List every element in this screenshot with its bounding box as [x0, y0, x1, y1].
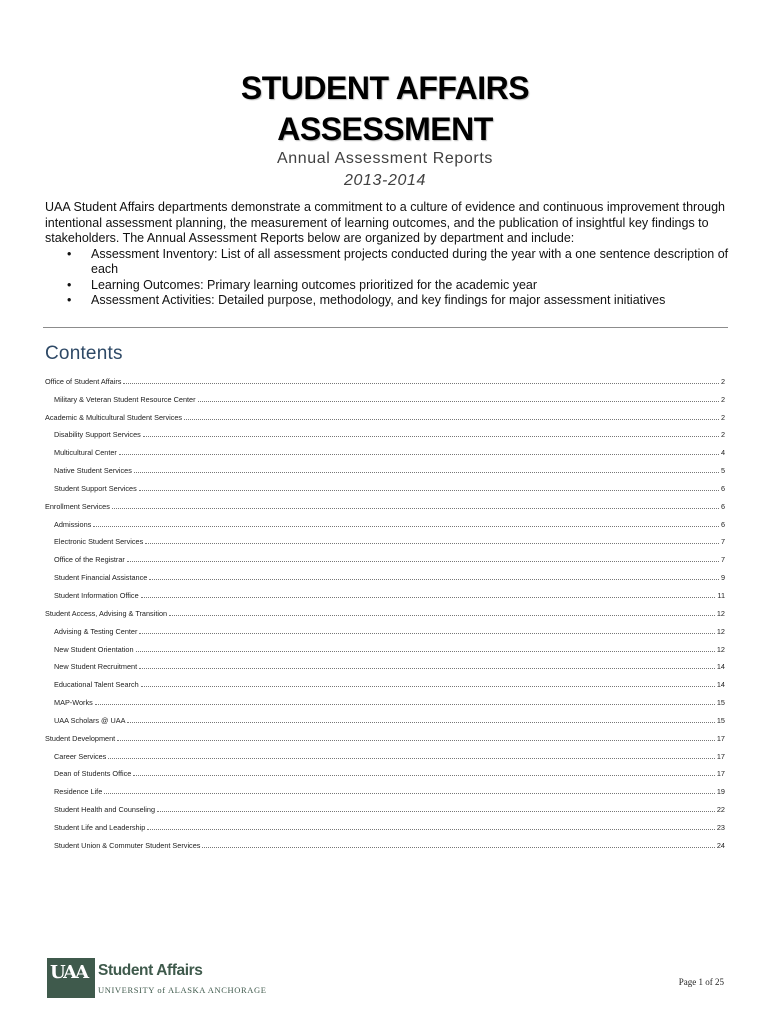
intro-bullet-list	[45, 247, 730, 309]
toc-leader-dots	[112, 508, 719, 509]
toc-leader-dots	[117, 740, 715, 741]
toc-leader-dots	[145, 543, 719, 544]
toc-leader-dots	[147, 829, 715, 830]
page-number: Page 1 of 25	[678, 977, 724, 987]
toc-entry[interactable]	[45, 618, 725, 636]
toc-leader-dots	[202, 847, 714, 848]
toc-entry-page: 6	[720, 519, 725, 529]
toc-leader-dots	[95, 704, 715, 705]
toc-entry-label: Office of the Registrar	[54, 555, 125, 565]
toc-leader-dots	[108, 758, 715, 759]
toc-entry-label: Student Health and Counseling	[54, 805, 156, 815]
toc-entry[interactable]	[45, 493, 725, 511]
uaa-student-affairs-logo	[47, 958, 267, 1000]
toc-entry-page: 12	[716, 644, 725, 654]
toc-entry-page: 11	[717, 590, 725, 600]
toc-entry-label: Career Services	[54, 751, 107, 761]
toc-entry[interactable]	[45, 814, 725, 832]
toc-leader-dots	[141, 597, 716, 598]
toc-entry[interactable]	[45, 671, 725, 689]
toc-entry[interactable]	[45, 707, 725, 725]
toc-entry-page: 9	[720, 573, 725, 583]
toc-entry[interactable]	[45, 636, 725, 654]
toc-entry-label: Advising & Testing Center	[54, 626, 138, 636]
toc-entry-label: Educational Talent Search	[54, 680, 139, 690]
toc-entry[interactable]	[45, 564, 725, 582]
toc-entry[interactable]	[45, 778, 725, 796]
toc-entry-page: 14	[716, 662, 725, 672]
toc-entry-label: Residence Life	[54, 787, 103, 797]
intro-section	[45, 200, 730, 309]
toc-entry[interactable]	[45, 422, 725, 440]
toc-entry-label: Military & Veteran Student Resource Center	[54, 394, 196, 404]
intro-paragraph: UAA Student Affairs departments demonstrate a commitment to a culture of evidence and continuous improvement through intentional assessment planning, the measurement of learning outcomes, and the publication of insightful key findings to stakeholders. The Annual Assessment Reports below are organized by department and include:	[45, 200, 726, 245]
toc-entry-page: 4	[720, 448, 725, 458]
toc-leader-dots	[149, 579, 719, 580]
toc-leader-dots	[136, 651, 715, 652]
toc-leader-dots	[104, 793, 715, 794]
toc-entry-label: Student Financial Assistance	[54, 573, 148, 583]
toc-entry-page: 14	[716, 680, 725, 690]
toc-entry-label: Multicultural Center	[54, 448, 117, 458]
toc-entry-page: 2	[720, 430, 725, 440]
toc-entry-label: Student Information Office	[54, 590, 139, 600]
document-title-line2: ASSESSMENT	[277, 111, 493, 147]
toc-entry-page: 15	[716, 698, 725, 708]
toc-leader-dots	[133, 775, 715, 776]
toc-entry-label: Native Student Services	[54, 466, 132, 476]
toc-entry[interactable]	[45, 689, 725, 707]
toc-leader-dots	[127, 561, 719, 562]
toc-entry[interactable]	[45, 457, 725, 475]
toc-entry[interactable]	[45, 654, 725, 672]
toc-entry-page: 17	[716, 769, 725, 779]
toc-entry[interactable]	[45, 368, 725, 386]
toc-entry-page: 2	[720, 376, 725, 386]
table-of-contents	[45, 368, 725, 850]
toc-leader-dots	[119, 454, 719, 455]
document-subtitle: Annual Assessment Reports	[277, 150, 493, 167]
toc-entry[interactable]	[45, 511, 725, 529]
toc-entry-page: 17	[716, 751, 725, 761]
logo-mark-box	[47, 958, 95, 998]
toc-entry[interactable]	[45, 725, 725, 743]
toc-entry[interactable]	[45, 529, 725, 547]
toc-entry-label: Office of Student Affairs	[45, 376, 122, 386]
toc-entry-page: 7	[720, 537, 725, 547]
toc-entry[interactable]	[45, 439, 725, 457]
toc-entry-label: MAP-Works	[54, 698, 93, 708]
toc-entry-page: 5	[720, 466, 725, 476]
toc-entry[interactable]	[45, 386, 725, 404]
toc-entry-label: UAA Scholars @ UAA	[54, 715, 126, 725]
toc-entry-page: 23	[716, 822, 725, 832]
toc-leader-dots	[143, 436, 719, 437]
toc-leader-dots	[139, 633, 714, 634]
toc-leader-dots	[169, 615, 715, 616]
intro-bullet: • Assessment Activities: Detailed purpose, methodology, and key findings for major assessment initiatives	[91, 293, 730, 309]
toc-entry-page: 7	[720, 555, 725, 565]
toc-entry-label: New Student Recruitment	[54, 662, 138, 672]
intro-bullet: • Assessment Inventory: List of all assessment projects conducted during the year with a one sentence description of each	[91, 247, 730, 278]
toc-entry-page: 22	[716, 805, 725, 815]
toc-entry[interactable]	[45, 600, 725, 618]
document-year: 2013-2014	[344, 172, 426, 189]
toc-entry-page: 19	[716, 787, 725, 797]
toc-leader-dots	[139, 668, 715, 669]
toc-leader-dots	[127, 722, 714, 723]
toc-entry-label: Student Union & Commuter Student Services	[54, 840, 201, 850]
toc-entry-label: Academic & Multicultural Student Services	[45, 412, 183, 422]
toc-leader-dots	[134, 472, 719, 473]
toc-leader-dots	[157, 811, 715, 812]
toc-entry-page: 2	[720, 412, 725, 422]
toc-entry-label: Dean of Students Office	[54, 769, 132, 779]
toc-entry-page: 17	[716, 733, 725, 743]
toc-entry[interactable]	[45, 761, 725, 779]
logo-university-name: UNIVERSITY of ALASKA ANCHORAGE	[98, 985, 267, 995]
toc-entry-page: 6	[720, 501, 725, 511]
intro-bullet: • Learning Outcomes: Primary learning outcomes prioritized for the academic year	[91, 278, 730, 294]
toc-entry-page: 2	[720, 394, 725, 404]
toc-entry-label: Electronic Student Services	[54, 537, 144, 547]
toc-leader-dots	[184, 419, 719, 420]
toc-leader-dots	[141, 686, 715, 687]
logo-mark-text: UAA	[50, 962, 88, 983]
toc-entry-page: 15	[716, 715, 725, 725]
toc-entry-label: Admissions	[54, 519, 92, 529]
toc-entry-label: Enrollment Services	[45, 501, 110, 511]
toc-entry[interactable]	[45, 796, 725, 814]
toc-entry[interactable]	[45, 404, 725, 422]
toc-entry-page: 12	[716, 608, 725, 618]
toc-entry-page: 24	[716, 840, 725, 850]
contents-heading: Contents	[45, 343, 123, 364]
toc-entry[interactable]	[45, 832, 725, 850]
toc-entry[interactable]	[45, 546, 725, 564]
toc-entry-page: 12	[716, 626, 725, 636]
toc-entry-label: Student Development	[45, 733, 116, 743]
section-divider	[43, 327, 728, 328]
toc-entry-label: Student Life and Leadership	[54, 822, 146, 832]
toc-entry[interactable]	[45, 475, 725, 493]
toc-entry-label: Student Support Services	[54, 483, 137, 493]
logo-department-name: Student Affairs	[98, 962, 203, 979]
toc-entry-label: New Student Orientation	[54, 644, 134, 654]
toc-leader-dots	[93, 526, 719, 527]
toc-leader-dots	[139, 490, 719, 491]
toc-entry-label: Disability Support Services	[54, 430, 141, 440]
toc-entry-page: 6	[720, 483, 725, 493]
toc-entry-label: Student Access, Advising & Transition	[45, 608, 168, 618]
toc-leader-dots	[198, 401, 719, 402]
toc-entry[interactable]	[45, 582, 725, 600]
toc-leader-dots	[123, 383, 719, 384]
document-title-line1: STUDENT AFFAIRS	[240, 70, 530, 106]
toc-entry[interactable]	[45, 743, 725, 761]
